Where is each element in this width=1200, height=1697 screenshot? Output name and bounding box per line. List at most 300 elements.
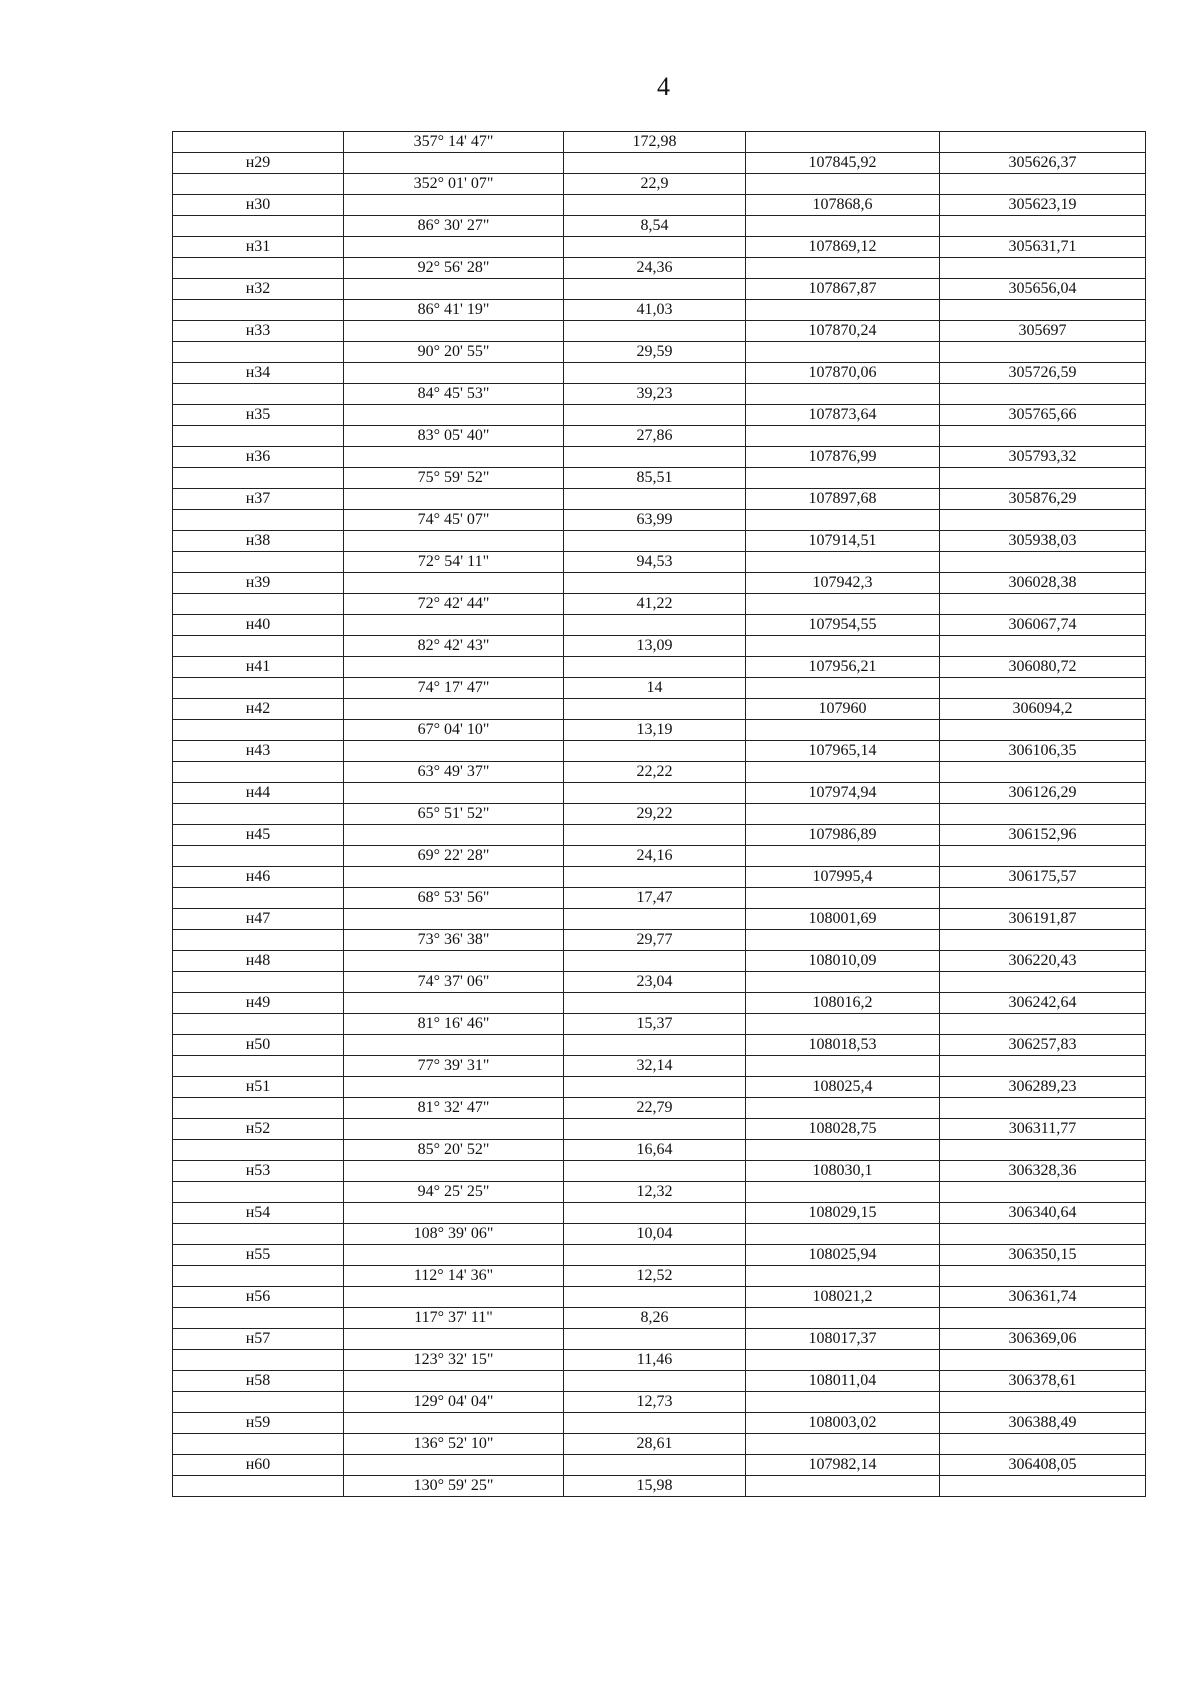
table-row (173, 573, 1146, 594)
distance-cell (564, 741, 746, 762)
table-row (173, 153, 1146, 174)
coordinates-table (172, 131, 1146, 1497)
direction-angle-cell (344, 783, 564, 804)
x-coordinate-cell (746, 1350, 940, 1371)
table-row (173, 1056, 1146, 1077)
point-name-cell: н57 (173, 1329, 344, 1350)
table-row (173, 762, 1146, 783)
point-name-cell (173, 804, 344, 825)
direction-angle-cell: 74° 17' 47" (344, 678, 564, 699)
y-coordinate-cell (940, 132, 1146, 153)
x-coordinate-cell: 107870,06 (746, 363, 940, 384)
distance-cell (564, 825, 746, 846)
table-row (173, 615, 1146, 636)
table-row (173, 1371, 1146, 1392)
point-name-cell (173, 888, 344, 909)
x-coordinate-cell (746, 1098, 940, 1119)
x-coordinate-cell (746, 1014, 940, 1035)
distance-cell: 32,14 (564, 1056, 746, 1077)
x-coordinate-cell: 107870,24 (746, 321, 940, 342)
table-row (173, 1245, 1146, 1266)
point-name-cell: н47 (173, 909, 344, 930)
table-row (173, 1434, 1146, 1455)
table-row (173, 342, 1146, 363)
distance-cell (564, 447, 746, 468)
y-coordinate-cell (940, 1224, 1146, 1245)
point-name-cell (173, 846, 344, 867)
y-coordinate-cell (940, 804, 1146, 825)
distance-cell (564, 1455, 746, 1476)
y-coordinate-cell (940, 972, 1146, 993)
table-row (173, 825, 1146, 846)
distance-cell (564, 1119, 746, 1140)
distance-cell: 172,98 (564, 132, 746, 153)
distance-cell (564, 1077, 746, 1098)
point-name-cell: н30 (173, 195, 344, 216)
point-name-cell: н40 (173, 615, 344, 636)
point-name-cell (173, 1392, 344, 1413)
y-coordinate-cell: 306028,38 (940, 573, 1146, 594)
point-name-cell (173, 720, 344, 741)
point-name-cell (173, 678, 344, 699)
table-row (173, 552, 1146, 573)
distance-cell (564, 867, 746, 888)
y-coordinate-cell (940, 1350, 1146, 1371)
direction-angle-cell: 67° 04' 10" (344, 720, 564, 741)
point-name-cell: н56 (173, 1287, 344, 1308)
x-coordinate-cell: 107982,14 (746, 1455, 940, 1476)
distance-cell: 39,23 (564, 384, 746, 405)
table-row (173, 720, 1146, 741)
x-coordinate-cell: 107956,21 (746, 657, 940, 678)
y-coordinate-cell: 305626,37 (940, 153, 1146, 174)
table-row (173, 405, 1146, 426)
direction-angle-cell: 86° 41' 19" (344, 300, 564, 321)
x-coordinate-cell: 108025,4 (746, 1077, 940, 1098)
direction-angle-cell: 72° 54' 11" (344, 552, 564, 573)
y-coordinate-cell: 306388,49 (940, 1413, 1146, 1434)
y-coordinate-cell: 305765,66 (940, 405, 1146, 426)
x-coordinate-cell (746, 720, 940, 741)
table-row (173, 993, 1146, 1014)
distance-cell: 29,22 (564, 804, 746, 825)
y-coordinate-cell (940, 1098, 1146, 1119)
direction-angle-cell: 72° 42' 44" (344, 594, 564, 615)
distance-cell: 24,16 (564, 846, 746, 867)
table-row (173, 1161, 1146, 1182)
distance-cell (564, 1035, 746, 1056)
direction-angle-cell (344, 1329, 564, 1350)
point-name-cell: н48 (173, 951, 344, 972)
point-name-cell (173, 1434, 344, 1455)
y-coordinate-cell (940, 846, 1146, 867)
y-coordinate-cell: 306361,74 (940, 1287, 1146, 1308)
distance-cell (564, 993, 746, 1014)
distance-cell (564, 279, 746, 300)
point-name-cell (173, 132, 344, 153)
direction-angle-cell: 352° 01' 07" (344, 174, 564, 195)
x-coordinate-cell (746, 426, 940, 447)
point-name-cell: н37 (173, 489, 344, 510)
table-row (173, 321, 1146, 342)
y-coordinate-cell: 306094,2 (940, 699, 1146, 720)
table-row (173, 930, 1146, 951)
y-coordinate-cell (940, 300, 1146, 321)
distance-cell: 12,32 (564, 1182, 746, 1203)
table-row (173, 468, 1146, 489)
point-name-cell: н43 (173, 741, 344, 762)
distance-cell (564, 615, 746, 636)
direction-angle-cell: 85° 20' 52" (344, 1140, 564, 1161)
point-name-cell: н54 (173, 1203, 344, 1224)
y-coordinate-cell (940, 426, 1146, 447)
point-name-cell: н35 (173, 405, 344, 426)
point-name-cell: н44 (173, 783, 344, 804)
table-row (173, 174, 1146, 195)
x-coordinate-cell (746, 384, 940, 405)
x-coordinate-cell: 108025,94 (746, 1245, 940, 1266)
point-name-cell: н50 (173, 1035, 344, 1056)
table-row (173, 258, 1146, 279)
direction-angle-cell (344, 531, 564, 552)
direction-angle-cell (344, 1287, 564, 1308)
direction-angle-cell: 136° 52' 10" (344, 1434, 564, 1455)
x-coordinate-cell: 107942,3 (746, 573, 940, 594)
point-name-cell (173, 1140, 344, 1161)
x-coordinate-cell (746, 888, 940, 909)
y-coordinate-cell (940, 636, 1146, 657)
table-row (173, 1287, 1146, 1308)
direction-angle-cell (344, 1119, 564, 1140)
distance-cell (564, 783, 746, 804)
direction-angle-cell (344, 699, 564, 720)
y-coordinate-cell (940, 384, 1146, 405)
x-coordinate-cell: 108003,02 (746, 1413, 940, 1434)
y-coordinate-cell (940, 468, 1146, 489)
x-coordinate-cell (746, 1308, 940, 1329)
point-name-cell (173, 174, 344, 195)
distance-cell: 14 (564, 678, 746, 699)
distance-cell (564, 237, 746, 258)
x-coordinate-cell: 107845,92 (746, 153, 940, 174)
direction-angle-cell (344, 1371, 564, 1392)
x-coordinate-cell: 108011,04 (746, 1371, 940, 1392)
point-name-cell (173, 1476, 344, 1497)
table-row (173, 489, 1146, 510)
distance-cell (564, 657, 746, 678)
distance-cell: 15,98 (564, 1476, 746, 1497)
distance-cell (564, 531, 746, 552)
direction-angle-cell: 75° 59' 52" (344, 468, 564, 489)
x-coordinate-cell (746, 1224, 940, 1245)
distance-cell (564, 153, 746, 174)
direction-angle-cell (344, 1413, 564, 1434)
point-name-cell: н38 (173, 531, 344, 552)
point-name-cell (173, 1224, 344, 1245)
point-name-cell (173, 552, 344, 573)
direction-angle-cell (344, 1161, 564, 1182)
y-coordinate-cell: 306191,87 (940, 909, 1146, 930)
point-name-cell: н39 (173, 573, 344, 594)
table-row (173, 741, 1146, 762)
distance-cell: 29,77 (564, 930, 746, 951)
direction-angle-cell: 92° 56' 28" (344, 258, 564, 279)
x-coordinate-cell (746, 1266, 940, 1287)
distance-cell: 8,54 (564, 216, 746, 237)
point-name-cell: н45 (173, 825, 344, 846)
direction-angle-cell: 73° 36' 38" (344, 930, 564, 951)
point-name-cell (173, 1308, 344, 1329)
point-name-cell: н33 (173, 321, 344, 342)
distance-cell: 63,99 (564, 510, 746, 531)
x-coordinate-cell: 107876,99 (746, 447, 940, 468)
y-coordinate-cell: 306328,36 (940, 1161, 1146, 1182)
direction-angle-cell: 81° 32' 47" (344, 1098, 564, 1119)
table-row (173, 972, 1146, 993)
direction-angle-cell: 65° 51' 52" (344, 804, 564, 825)
table-row (173, 1119, 1146, 1140)
direction-angle-cell: 77° 39' 31" (344, 1056, 564, 1077)
table-row (173, 1014, 1146, 1035)
distance-cell: 27,86 (564, 426, 746, 447)
direction-angle-cell (344, 279, 564, 300)
direction-angle-cell: 69° 22' 28" (344, 846, 564, 867)
y-coordinate-cell: 306106,35 (940, 741, 1146, 762)
distance-cell (564, 909, 746, 930)
x-coordinate-cell (746, 552, 940, 573)
y-coordinate-cell: 305656,04 (940, 279, 1146, 300)
direction-angle-cell (344, 153, 564, 174)
x-coordinate-cell: 107867,87 (746, 279, 940, 300)
direction-angle-cell: 74° 45' 07" (344, 510, 564, 531)
point-name-cell: н41 (173, 657, 344, 678)
point-name-cell: н59 (173, 1413, 344, 1434)
y-coordinate-cell: 306175,57 (940, 867, 1146, 888)
y-coordinate-cell (940, 1392, 1146, 1413)
distance-cell: 41,22 (564, 594, 746, 615)
point-name-cell: н29 (173, 153, 344, 174)
x-coordinate-cell (746, 930, 940, 951)
direction-angle-cell: 74° 37' 06" (344, 972, 564, 993)
distance-cell: 85,51 (564, 468, 746, 489)
distance-cell: 12,52 (564, 1266, 746, 1287)
y-coordinate-cell (940, 762, 1146, 783)
x-coordinate-cell: 107897,68 (746, 489, 940, 510)
point-name-cell: н53 (173, 1161, 344, 1182)
direction-angle-cell (344, 195, 564, 216)
x-coordinate-cell: 107974,94 (746, 783, 940, 804)
y-coordinate-cell: 306350,15 (940, 1245, 1146, 1266)
table-row (173, 363, 1146, 384)
x-coordinate-cell (746, 594, 940, 615)
x-coordinate-cell (746, 342, 940, 363)
x-coordinate-cell: 108030,1 (746, 1161, 940, 1182)
point-name-cell (173, 636, 344, 657)
point-name-cell: н34 (173, 363, 344, 384)
point-name-cell (173, 1098, 344, 1119)
y-coordinate-cell (940, 510, 1146, 531)
distance-cell: 94,53 (564, 552, 746, 573)
x-coordinate-cell (746, 1140, 940, 1161)
x-coordinate-cell: 107868,6 (746, 195, 940, 216)
y-coordinate-cell: 306126,29 (940, 783, 1146, 804)
table-row (173, 594, 1146, 615)
table-row (173, 951, 1146, 972)
x-coordinate-cell (746, 678, 940, 699)
table-row (173, 1224, 1146, 1245)
x-coordinate-cell: 108016,2 (746, 993, 940, 1014)
point-name-cell: н42 (173, 699, 344, 720)
direction-angle-cell (344, 363, 564, 384)
direction-angle-cell: 86° 30' 27" (344, 216, 564, 237)
x-coordinate-cell: 107954,55 (746, 615, 940, 636)
point-name-cell (173, 1266, 344, 1287)
x-coordinate-cell: 108018,53 (746, 1035, 940, 1056)
y-coordinate-cell: 305938,03 (940, 531, 1146, 552)
x-coordinate-cell (746, 300, 940, 321)
x-coordinate-cell (746, 1434, 940, 1455)
direction-angle-cell (344, 489, 564, 510)
y-coordinate-cell (940, 594, 1146, 615)
table-row (173, 1182, 1146, 1203)
table-row (173, 531, 1146, 552)
direction-angle-cell (344, 1455, 564, 1476)
distance-cell: 16,64 (564, 1140, 746, 1161)
direction-angle-cell: 84° 45' 53" (344, 384, 564, 405)
table-row (173, 888, 1146, 909)
direction-angle-cell: 123° 32' 15" (344, 1350, 564, 1371)
coordinates-table-body (173, 132, 1146, 1497)
direction-angle-cell: 83° 05' 40" (344, 426, 564, 447)
direction-angle-cell: 130° 59' 25" (344, 1476, 564, 1497)
point-name-cell (173, 594, 344, 615)
point-name-cell: н58 (173, 1371, 344, 1392)
y-coordinate-cell: 305623,19 (940, 195, 1146, 216)
distance-cell: 13,09 (564, 636, 746, 657)
x-coordinate-cell (746, 762, 940, 783)
x-coordinate-cell: 108001,69 (746, 909, 940, 930)
x-coordinate-cell (746, 636, 940, 657)
y-coordinate-cell (940, 1056, 1146, 1077)
y-coordinate-cell (940, 258, 1146, 279)
x-coordinate-cell (746, 1182, 940, 1203)
direction-angle-cell (344, 1245, 564, 1266)
direction-angle-cell (344, 657, 564, 678)
distance-cell (564, 363, 746, 384)
distance-cell (564, 1413, 746, 1434)
point-name-cell: н49 (173, 993, 344, 1014)
point-name-cell: н32 (173, 279, 344, 300)
table-row (173, 1140, 1146, 1161)
direction-angle-cell (344, 951, 564, 972)
y-coordinate-cell: 306311,77 (940, 1119, 1146, 1140)
x-coordinate-cell: 108010,09 (746, 951, 940, 972)
distance-cell (564, 573, 746, 594)
point-name-cell (173, 972, 344, 993)
table-row (173, 426, 1146, 447)
table-row (173, 1098, 1146, 1119)
y-coordinate-cell: 305876,29 (940, 489, 1146, 510)
point-name-cell (173, 468, 344, 489)
distance-cell (564, 195, 746, 216)
point-name-cell (173, 426, 344, 447)
table-row (173, 132, 1146, 153)
distance-cell: 22,22 (564, 762, 746, 783)
table-row (173, 1308, 1146, 1329)
point-name-cell (173, 930, 344, 951)
page-number: 4 (657, 72, 670, 101)
table-row (173, 1413, 1146, 1434)
x-coordinate-cell: 107914,51 (746, 531, 940, 552)
direction-angle-cell: 117° 37' 11" (344, 1308, 564, 1329)
x-coordinate-cell (746, 216, 940, 237)
table-row (173, 216, 1146, 237)
x-coordinate-cell: 107960 (746, 699, 940, 720)
distance-cell: 15,37 (564, 1014, 746, 1035)
point-name-cell (173, 762, 344, 783)
distance-cell: 12,73 (564, 1392, 746, 1413)
table-row (173, 447, 1146, 468)
table-row (173, 1266, 1146, 1287)
y-coordinate-cell (940, 174, 1146, 195)
table-row (173, 1350, 1146, 1371)
y-coordinate-cell (940, 720, 1146, 741)
distance-cell (564, 405, 746, 426)
distance-cell: 41,03 (564, 300, 746, 321)
point-name-cell (173, 1056, 344, 1077)
x-coordinate-cell (746, 132, 940, 153)
y-coordinate-cell (940, 930, 1146, 951)
distance-cell (564, 1371, 746, 1392)
y-coordinate-cell (940, 1140, 1146, 1161)
x-coordinate-cell (746, 1056, 940, 1077)
table-row (173, 384, 1146, 405)
y-coordinate-cell: 306340,64 (940, 1203, 1146, 1224)
distance-cell: 17,47 (564, 888, 746, 909)
direction-angle-cell: 82° 42' 43" (344, 636, 564, 657)
y-coordinate-cell (940, 1266, 1146, 1287)
direction-angle-cell: 81° 16' 46" (344, 1014, 564, 1035)
x-coordinate-cell: 107873,64 (746, 405, 940, 426)
y-coordinate-cell (940, 1308, 1146, 1329)
direction-angle-cell (344, 1077, 564, 1098)
point-name-cell: н60 (173, 1455, 344, 1476)
point-name-cell: н52 (173, 1119, 344, 1140)
y-coordinate-cell (940, 678, 1146, 699)
table-row (173, 657, 1146, 678)
direction-angle-cell (344, 1203, 564, 1224)
y-coordinate-cell (940, 216, 1146, 237)
distance-cell (564, 1161, 746, 1182)
x-coordinate-cell: 108028,75 (746, 1119, 940, 1140)
distance-cell: 24,36 (564, 258, 746, 279)
y-coordinate-cell (940, 1476, 1146, 1497)
distance-cell: 8,26 (564, 1308, 746, 1329)
table-row (173, 804, 1146, 825)
table-row (173, 1035, 1146, 1056)
table-row (173, 1392, 1146, 1413)
point-name-cell (173, 384, 344, 405)
direction-angle-cell (344, 321, 564, 342)
x-coordinate-cell: 107995,4 (746, 867, 940, 888)
x-coordinate-cell (746, 258, 940, 279)
direction-angle-cell (344, 615, 564, 636)
distance-cell (564, 951, 746, 972)
x-coordinate-cell (746, 1392, 940, 1413)
y-coordinate-cell: 306369,06 (940, 1329, 1146, 1350)
point-name-cell: н31 (173, 237, 344, 258)
direction-angle-cell (344, 867, 564, 888)
